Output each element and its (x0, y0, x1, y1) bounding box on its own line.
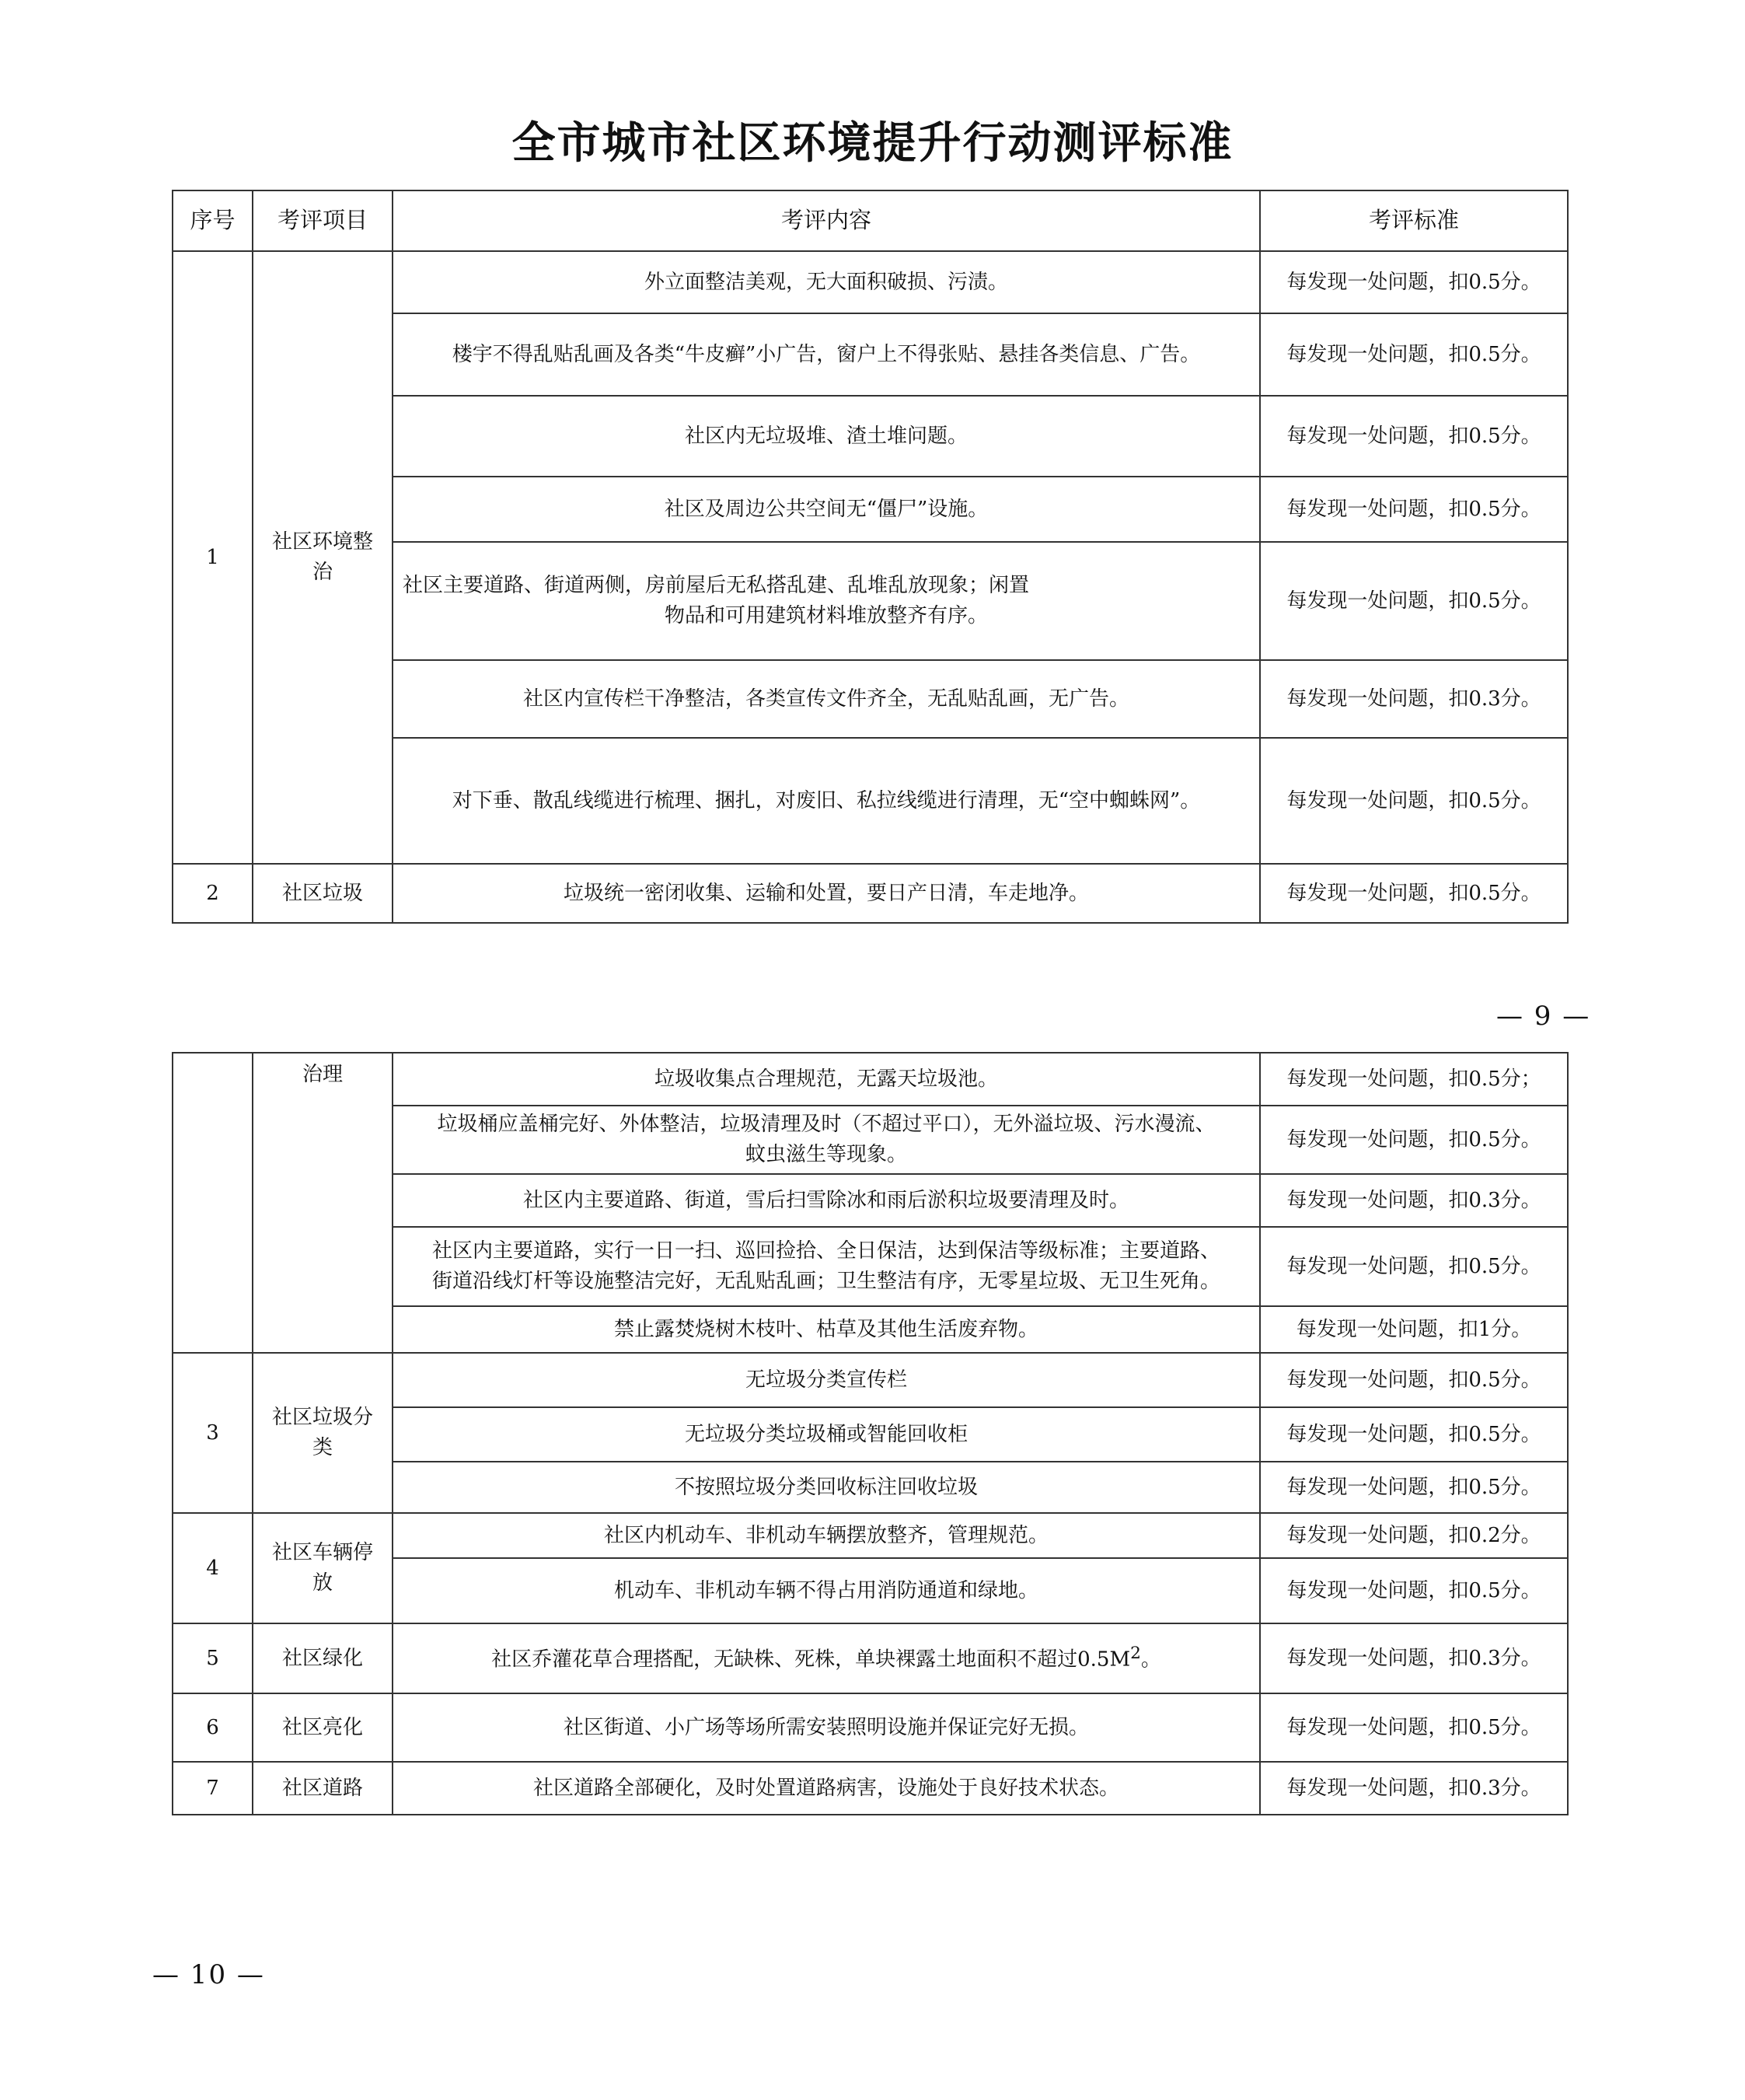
content-cell (393, 1623, 1260, 1693)
content-cell (393, 542, 1260, 660)
standard-cell: 每发现一处问题，扣0.5分。 (1260, 1407, 1568, 1462)
page-number: — 10 — (152, 1959, 265, 1990)
content-text-end: 。 (1140, 1648, 1161, 1672)
category-cell: 社区环境整治 (253, 251, 393, 864)
content-cell (393, 1106, 1260, 1174)
content-cell: 不按照垃圾分类回收标注回收垃圾 (393, 1462, 1260, 1513)
content-line: 社区主要道路、街道两侧，房前屋后无私搭乱建、乱堆乱放现象；闲置 (403, 574, 1030, 597)
content-cell: 垃圾统一密闭收集、运输和处置，要日产日清，车走地净。 (393, 864, 1260, 923)
standard-cell: 每发现一处问题，扣0.2分。 (1260, 1513, 1568, 1558)
table-row (173, 251, 1568, 313)
category-cell: 治理 (253, 1053, 393, 1353)
standard-cell: 每发现一处问题，扣0.3分。 (1260, 1762, 1568, 1815)
table-row (173, 1353, 1568, 1407)
seq-cell: 1 (173, 251, 253, 864)
standard-cell: 每发现一处问题，扣0.5分。 (1260, 1353, 1568, 1407)
content-line: 物品和可用建筑材料堆放整齐有序。 (664, 604, 988, 627)
content-cell: 禁止露焚烧树木枝叶、枯草及其他生活废弃物。 (393, 1306, 1260, 1353)
header-standard: 考评标准 (1260, 190, 1568, 251)
content-text: 社区乔灌花草合理搭配，无缺株、死株，单块裸露土地面积不超过0.5M (491, 1648, 1131, 1672)
standard-cell: 每发现一处问题，扣0.5分。 (1260, 1106, 1568, 1174)
standard-cell: 每发现一处问题，扣0.5分。 (1260, 477, 1568, 542)
header-seq: 序号 (173, 190, 253, 251)
content-cell: 社区道路全部硬化，及时处置道路病害，设施处于良好技术状态。 (393, 1762, 1260, 1815)
content-cell: 社区内无垃圾堆、渣土堆问题。 (393, 396, 1260, 477)
content-line: 社区内主要道路，实行一日一扫、巡回捡拾、全日保洁，达到保洁等级标准；主要道路、 (431, 1239, 1220, 1263)
category-cell: 社区亮化 (253, 1693, 393, 1762)
standard-cell: 每发现一处问题，扣0.5分。 (1260, 313, 1568, 396)
seq-cell: 3 (173, 1353, 253, 1513)
content-cell: 无垃圾分类垃圾桶或智能回收柜 (393, 1407, 1260, 1462)
standard-cell: 每发现一处问题，扣0.5分。 (1260, 1693, 1568, 1762)
content-line: 街道沿线灯杆等设施整洁完好，无乱贴乱画；卫生整洁有序，无零星垃圾、无卫生死角。 (431, 1270, 1220, 1293)
category-cell: 社区垃圾分类 (253, 1353, 393, 1513)
table-header-row (173, 190, 1568, 251)
content-cell: 楼宇不得乱贴乱画及各类“牛皮癣”小广告，窗户上不得张贴、悬挂各类信息、广告。 (393, 313, 1260, 396)
standard-cell: 每发现一处问题，扣0.5分。 (1260, 1462, 1568, 1513)
content-cell: 社区内宣传栏干净整洁，各类宣传文件齐全，无乱贴乱画，无广告。 (393, 660, 1260, 738)
content-line: 垃圾桶应盖桶完好、外体整洁，垃圾清理及时（不超过平口），无外溢垃圾、污水漫流、 (437, 1113, 1216, 1136)
content-cell: 社区街道、小广场等场所需安装照明设施并保证完好无损。 (393, 1693, 1260, 1762)
standard-cell: 每发现一处问题，扣0.3分。 (1260, 660, 1568, 738)
superscript: 2 (1130, 1644, 1141, 1664)
category-cell: 社区道路 (253, 1762, 393, 1815)
standard-cell: 每发现一处问题，扣0.5分； (1260, 1053, 1568, 1106)
table-row (173, 864, 1568, 923)
content-cell: 社区内主要道路、街道，雪后扫雪除冰和雨后淤积垃圾要清理及时。 (393, 1174, 1260, 1227)
standard-cell: 每发现一处问题，扣0.5分。 (1260, 1227, 1568, 1306)
seq-cell-empty (173, 1053, 253, 1353)
standard-cell: 每发现一处问题，扣0.5分。 (1260, 251, 1568, 313)
content-cell: 机动车、非机动车辆不得占用消防通道和绿地。 (393, 1558, 1260, 1623)
page-number: — 9 — (1496, 1001, 1591, 1032)
content-cell: 无垃圾分类宣传栏 (393, 1353, 1260, 1407)
table-row (173, 1513, 1568, 1558)
seq-cell: 5 (173, 1623, 253, 1693)
header-content: 考评内容 (393, 190, 1260, 251)
table-row (173, 1762, 1568, 1815)
standard-cell: 每发现一处问题，扣0.5分。 (1260, 1558, 1568, 1623)
standard-cell: 每发现一处问题，扣0.5分。 (1260, 864, 1568, 923)
seq-cell: 6 (173, 1693, 253, 1762)
content-cell (393, 1227, 1260, 1306)
header-item: 考评项目 (253, 190, 393, 251)
content-cell: 垃圾收集点合理规范，无露天垃圾池。 (393, 1053, 1260, 1106)
content-cell: 社区内机动车、非机动车辆摆放整齐，管理规范。 (393, 1513, 1260, 1558)
standard-cell: 每发现一处问题，扣0.5分。 (1260, 542, 1568, 660)
seq-cell: 4 (173, 1513, 253, 1623)
evaluation-table-part2 (172, 1052, 1569, 1815)
page-title: 全市城市社区环境提升行动测评标准 (511, 118, 1234, 169)
standard-cell: 每发现一处问题，扣0.5分。 (1260, 738, 1568, 864)
table-row (173, 1623, 1568, 1693)
content-cell: 社区及周边公共空间无“僵尸”设施。 (393, 477, 1260, 542)
standard-cell: 每发现一处问题，扣1分。 (1260, 1306, 1568, 1353)
table-row (173, 1053, 1568, 1106)
standard-cell: 每发现一处问题，扣0.3分。 (1260, 1174, 1568, 1227)
evaluation-table-part1 (172, 190, 1569, 924)
category-cell: 社区垃圾 (253, 864, 393, 923)
category-cell: 社区绿化 (253, 1623, 393, 1693)
content-cell: 外立面整洁美观，无大面积破损、污渍。 (393, 251, 1260, 313)
standard-cell: 每发现一处问题，扣0.3分。 (1260, 1623, 1568, 1693)
content-line: 蚊虫滋生等现象。 (745, 1143, 907, 1166)
category-cell: 社区车辆停放 (253, 1513, 393, 1623)
content-cell: 对下垂、散乱线缆进行梳理、捆扎，对废旧、私拉线缆进行清理，无“空中蜘蛛网”。 (393, 738, 1260, 864)
standard-cell: 每发现一处问题，扣0.5分。 (1260, 396, 1568, 477)
seq-cell: 2 (173, 864, 253, 923)
seq-cell: 7 (173, 1762, 253, 1815)
table-row (173, 1693, 1568, 1762)
